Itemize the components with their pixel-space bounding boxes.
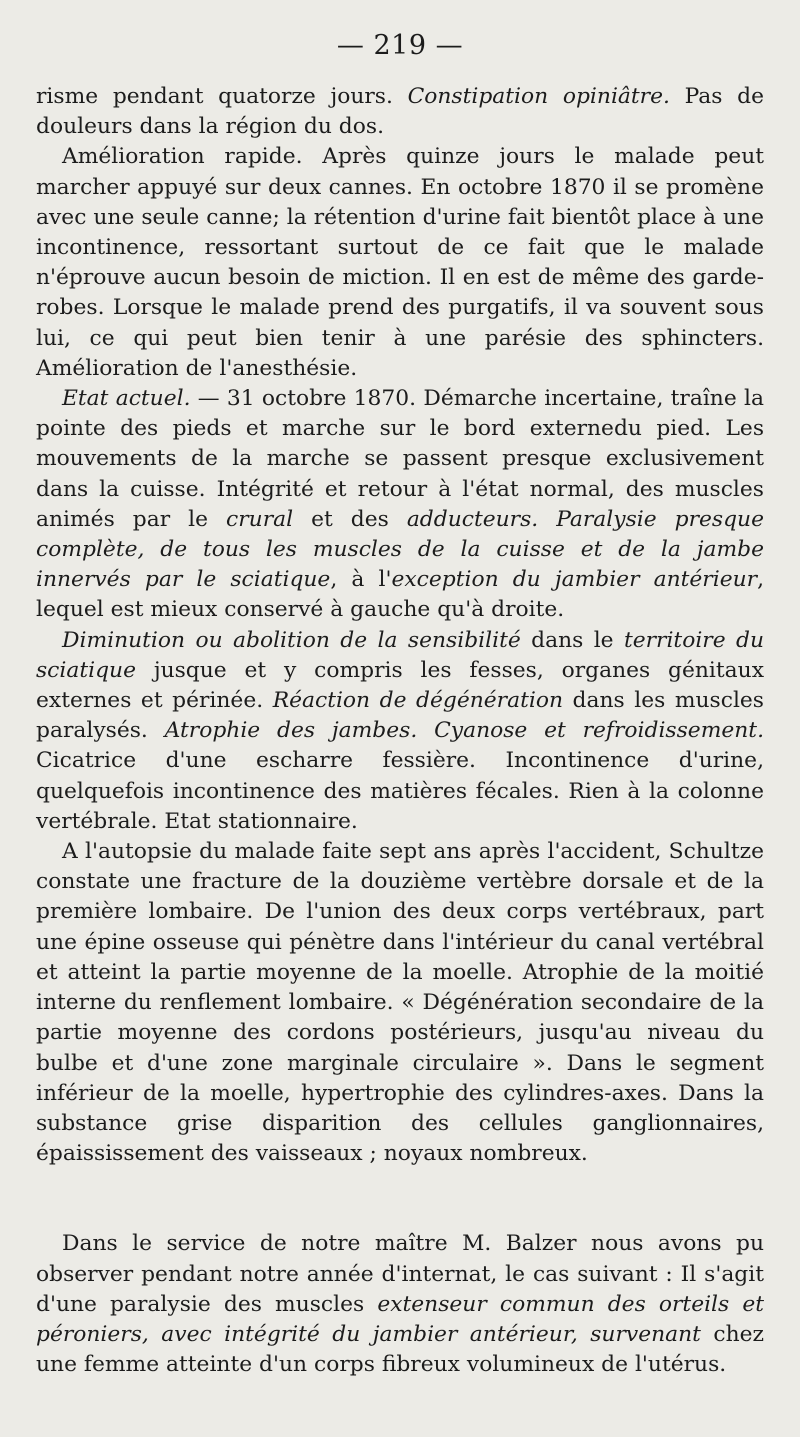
text-segment: risme pendant quatorze jours. <box>36 84 408 109</box>
text-segment-italic: adducteurs. Paralysie presque complète, de tous les muscles de la cuisse et de la jambe innervés par le sciatique <box>36 506 764 593</box>
paragraph-3 <box>36 384 764 626</box>
text-segment: et des <box>293 506 407 532</box>
text-segment-italic: Atrophie des jambes. Cyanose et refroidissement. <box>164 718 764 744</box>
page-number: — 219 — <box>336 30 464 61</box>
text-segment: A l'autopsie du malade faite sept ans après l'accident, Schultze constate une fracture de la douzième vertèbre dorsale et de la première lombaire. De l'union des deux corps vertébraux, part une épine osseuse qui pénètre dans l'intérieur du canal vertébral et atteint la partie moyenne de la moelle. Atrophie de la moitié interne du renflement lombaire. « Dégénération secondaire de la partie moyenne des cordons postérieurs, jusqu'au niveau du bulbe et d'une zone marginale circulaire ». Dans le segment inférieur de la moelle, hypertrophie des cylindres-axes. Dans la substance grise disparition des cellules ganglionnaires, épaississement des vaisseaux ; noyaux nombreux. <box>36 839 764 1167</box>
paragraph-6 <box>36 1229 764 1380</box>
text-segment: Dans le service de notre maître M. Balzer nous avons pu observer pendant notre année d'internat, le cas suivant : Il s'agit d'une paralysie des muscles <box>36 1231 764 1317</box>
text-segment: Pas de douleurs dans la région du dos. <box>36 84 764 140</box>
body-text <box>36 82 764 1380</box>
text-segment-italic: Diminution ou abolition de la sensibilité <box>62 627 521 653</box>
text-segment-italic: Etat actuel. <box>62 386 191 412</box>
text-segment: Amélioration rapide. Après quinze jours le malade peut marcher appuyé sur deux cannes. En octobre 1870 il se promène avec une seule canne; la rétention d'urine fait bientôt place à une incontinence, ressortant surtout de ce fait que le malade n'éprouve aucun besoin de miction. Il en est de même des garde-robes. Lorsque le malade prend des purgatifs, il va souvent sous lui, ce qui peut bien tenir à une parésie des sphincters. Amélioration de l'anesthésie. <box>36 144 764 381</box>
text-segment-italic: exception du jambier antérieur <box>391 567 758 593</box>
text-segment: jusque et y compris les fesses, organes génitaux externes et périnée. <box>36 657 764 714</box>
text-segment: dans les muscles paralysés. <box>36 688 764 744</box>
text-segment: , à l' <box>330 567 392 593</box>
text-segment: Cicatrice d'une escharre fessière. Incontinence d'urine, quelquefois incontinence des matières fécales. Rien à la colonne vertébrale. Etat stationnaire. <box>36 748 764 834</box>
paragraph-5 <box>36 837 764 1169</box>
text-segment-italic: Réaction de dégénération <box>272 688 563 714</box>
text-segment: — 31 octobre 1870. Démarche incertaine, traîne la pointe des pieds et marche sur le bord externedu pied. Les mouvements de la marche se passent presque exclusivement dans la cuisse. Intégrité et retour à l'état normal, des muscles animés par le <box>36 386 764 532</box>
paragraph-2 <box>36 142 764 384</box>
text-segment: dans le <box>520 627 624 653</box>
text-segment: , lequel est mieux conservé à gauche qu'à droite. <box>36 567 764 623</box>
text-segment-italic: Constipation opiniâtre. <box>407 84 670 109</box>
text-segment-italic: extenseur commun des orteils et péroniers, avec intégrité du jambier antérieur, survenant <box>36 1291 764 1347</box>
text-segment-italic: territoire du sciatique <box>36 627 764 683</box>
section-gap <box>36 1169 764 1229</box>
paragraph-1 <box>36 82 764 142</box>
paragraph-4 <box>36 626 764 837</box>
text-segment: chez une femme atteinte d'un corps fibreux volumineux de l'utérus. <box>36 1321 764 1378</box>
text-segment-italic: crural <box>226 506 294 532</box>
